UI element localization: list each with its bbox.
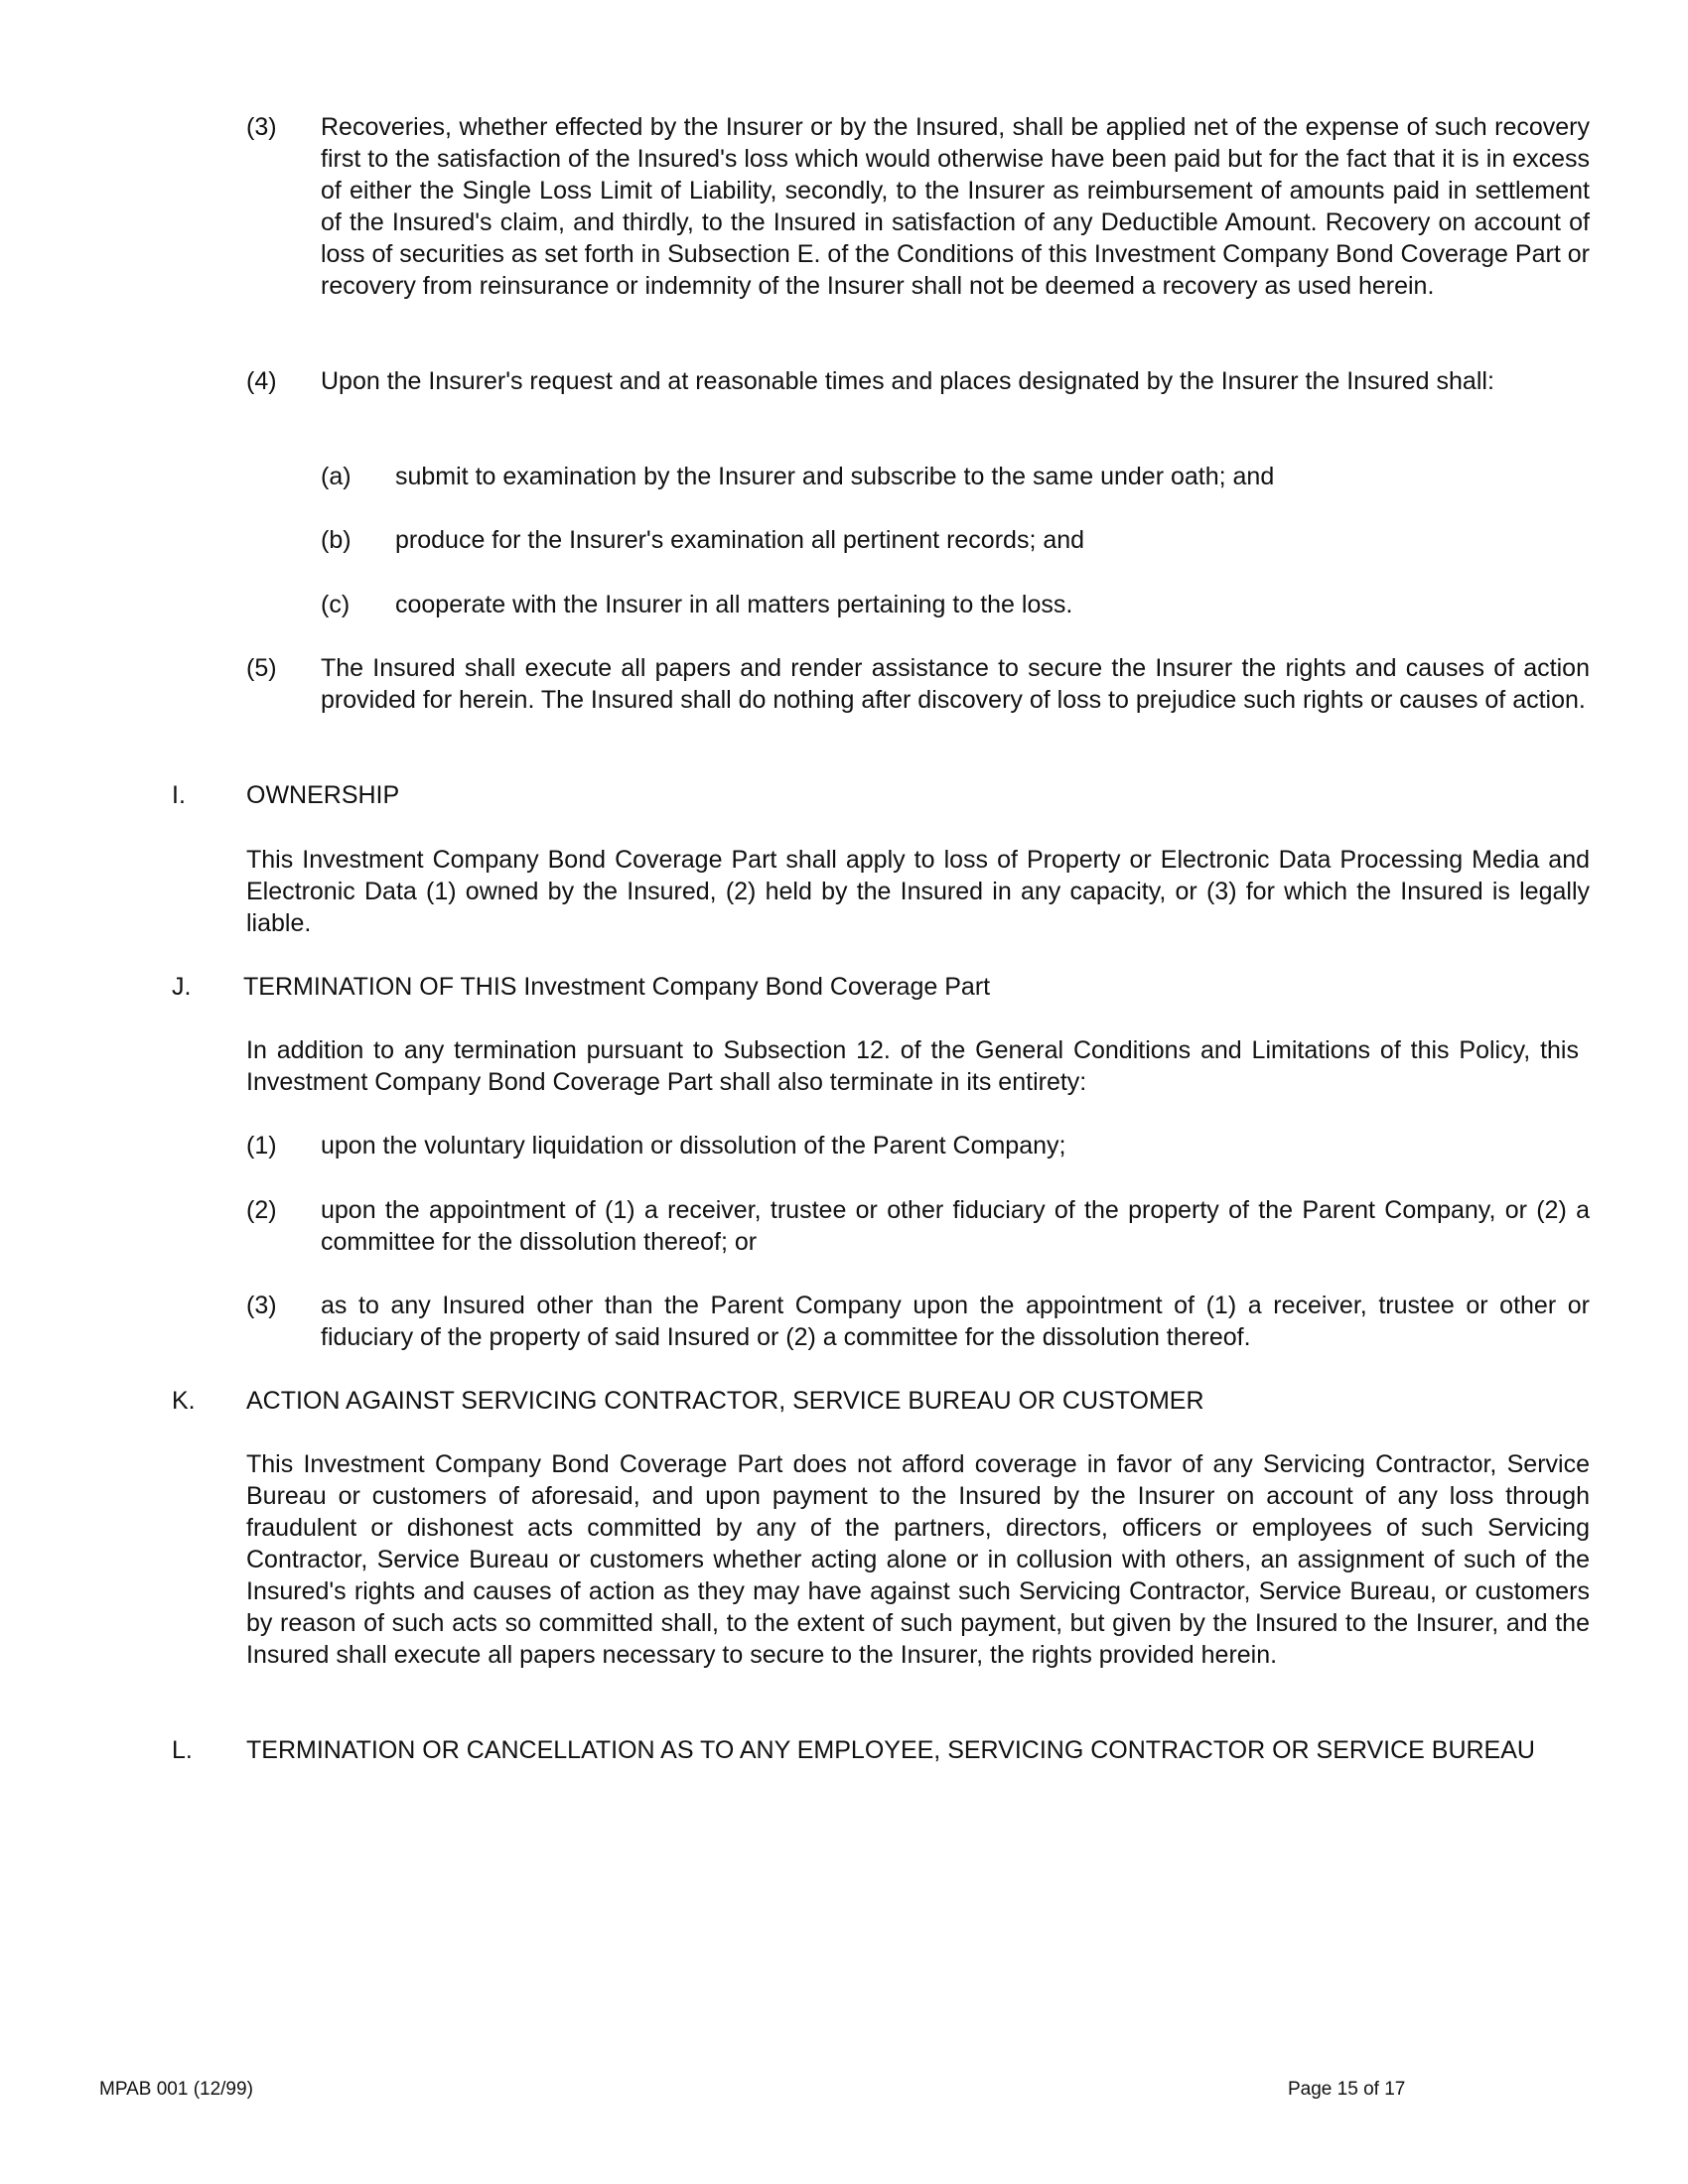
item-number: (1)	[246, 1132, 277, 1160]
termination-item-text: upon the voluntary liquidation or dissolution of the Parent Company;	[321, 1132, 1066, 1160]
termination-item-text: as to any Insured other than the Parent Company upon the appointment of (1) a receiver, trustee or other or fiduciary of the property of said Insured or (2) a committee for the dissolution thereof.	[321, 1292, 1590, 1351]
section-heading-termination-cancellation: TERMINATION OR CANCELLATION AS TO ANY EMPLOYEE, SERVICING CONTRACTOR OR SERVICE BUREAU	[246, 1736, 1535, 1764]
section-heading-termination: TERMINATION OF THIS Investment Company Bond Coverage Part	[243, 973, 991, 1001]
sub-item-text: produce for the Insurer's examination all pertinent records; and	[395, 526, 1085, 554]
paragraph-ownership: This Investment Company Bond Coverage Part shall apply to loss of Property or Electronic Data Processing Media and Electronic Data (1) owned by the Insured, (2) held by the Insured in any capacity, or (3) for which the Insured is legally liable.	[246, 846, 1590, 937]
sub-item-letter: (b)	[321, 526, 352, 554]
section-heading-ownership: OWNERSHIP	[246, 781, 400, 809]
sub-item-text: submit to examination by the Insurer and subscribe to the same under oath; and	[395, 463, 1275, 490]
section-letter: K.	[172, 1387, 196, 1415]
paragraph-execute-papers: The Insured shall execute all papers and render assistance to secure the Insurer the rights and causes of action provided for herein. The Insured shall do nothing after discovery of loss to prejudice such rights or causes of action.	[321, 654, 1590, 714]
sub-item-letter: (c)	[321, 591, 351, 618]
sub-item-letter: (a)	[321, 463, 352, 490]
termination-item-text: upon the appointment of (1) a receiver, trustee or other fiduciary of the property of the Parent Company, or (2) a committee for the dissolution thereof; or	[321, 1196, 1590, 1256]
item-number: (3)	[246, 113, 277, 141]
section-letter: L.	[172, 1736, 193, 1764]
paragraph-termination: In addition to any termination pursuant to Subsection 12. of the General Conditions and Limitations of this Policy, this Investment Company Bond Coverage Part shall also terminate in its entirety:	[246, 1036, 1579, 1096]
paragraph-action-against: This Investment Company Bond Coverage Part does not afford coverage in favor of any Servicing Contractor, Service Bureau or customers of aforesaid, and upon payment to the Insured by the Insurer on account of any loss through fraudulent or dishonest acts committed by any of the partners, directors, officers or employees of such Servicing Contractor, Service Bureau or customers whether acting alone or in collusion with others, an assignment of such of the Insured's rights and causes of action as they may have against such Servicing Contractor, Service Bureau, or customers by reason of such acts so committed shall, to the extent of such payment, but given by the Insured to the Insurer, and the Insured shall execute all papers necessary to secure to the Insurer, the rights provided herein.	[246, 1450, 1590, 1669]
paragraph-recoveries: Recoveries, whether effected by the Insurer or by the Insured, shall be applied net of the expense of such recovery first to the satisfaction of the Insured's loss which would otherwise have been paid but for the fact that it is in excess of either the Single Loss Limit of Liability, secondly, to the Insurer as reimbursement of amounts paid in settlement of the Insured's claim, and thirdly, to the Insured in satisfaction of any Deductible Amount. Recovery on account of loss of securities as set forth in Subsection E. of the Conditions of this Investment Company Bond Coverage Part or recovery from reinsurance or indemnity of the Insurer shall not be deemed a recovery as used herein.	[321, 113, 1590, 300]
section-letter: J.	[172, 973, 192, 1001]
item-number: (5)	[246, 654, 277, 682]
item-number: (2)	[246, 1196, 277, 1224]
footer-form-code: MPAB 001 (12/99)	[99, 2079, 253, 2100]
paragraph-insurer-request: Upon the Insurer's request and at reasonable times and places designated by the Insurer the Insured shall:	[321, 367, 1494, 395]
item-number: (4)	[246, 367, 277, 395]
section-heading-action-against: ACTION AGAINST SERVICING CONTRACTOR, SERVICE BUREAU OR CUSTOMER	[246, 1387, 1204, 1415]
sub-item-text: cooperate with the Insurer in all matters pertaining to the loss.	[395, 591, 1073, 618]
item-number: (3)	[246, 1292, 277, 1319]
section-letter: I.	[172, 781, 186, 809]
footer-page-number: Page 15 of 17	[1288, 2079, 1406, 2100]
